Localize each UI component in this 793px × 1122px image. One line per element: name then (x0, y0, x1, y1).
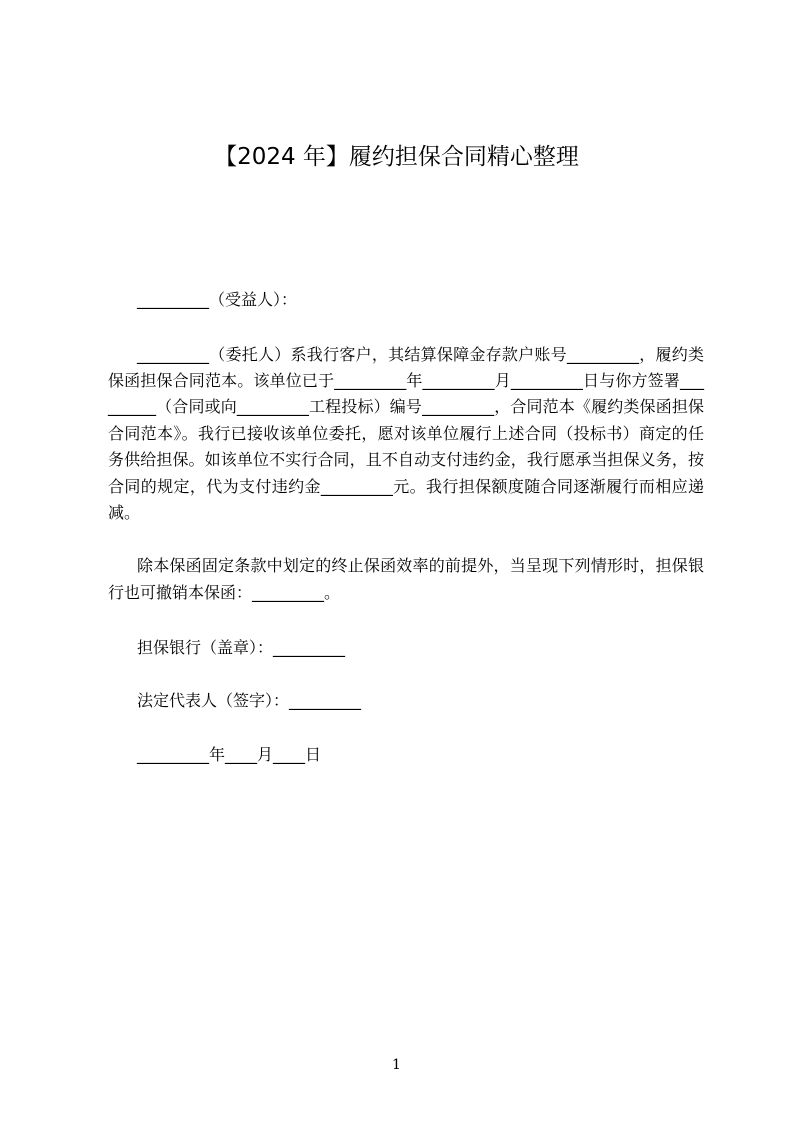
paragraph-1-line-7: 减。 (108, 503, 141, 522)
paragraph-1-line-6: 合同的规定，代为支付违约金_________元。我行担保额度随合同逐渐履行而相应递 (108, 477, 704, 496)
document-title: 【2024 年】履约担保合同精心整理 (214, 144, 579, 170)
signature-bank-seal: 担保银行（盖章）：_________ (137, 638, 346, 657)
paragraph-1-line-1: _________（委托人）系我行客户，其结算保障金存款户账号_________，履约类 (137, 345, 704, 364)
paragraph-2-line-1: 除本保函固定条款中划定的终止保函效率的前提外，当呈现下列情形时，担保银 (137, 556, 704, 575)
paragraph-1-line-5: 务供给担保。如该单位不实行合同，且不自动支付违约金，我行愿承当担保义务，按 (108, 450, 704, 469)
salutation-line: _________（受益人）： (137, 290, 298, 309)
page-number: 1 (392, 1057, 401, 1073)
paragraph-1-line-3: ______（合同或向_________工程投标）编号_________，合同范本《履约类保函担保 (108, 397, 704, 416)
signature-date: _________年____月____日 (137, 745, 322, 764)
paragraph-1-line-2: 保函担保合同范本。该单位已于_________年_________月_________日与你方签署___ (108, 371, 704, 390)
paragraph-2-line-2: 行也可撤销本保函：_________。 (108, 583, 341, 602)
signature-legal-representative: 法定代表人（签字）：_________ (137, 691, 362, 710)
paragraph-1-line-4: 合同范本》。我行已接收该单位委托，愿对该单位履行上述合同（投标书）商定的任 (108, 424, 704, 443)
